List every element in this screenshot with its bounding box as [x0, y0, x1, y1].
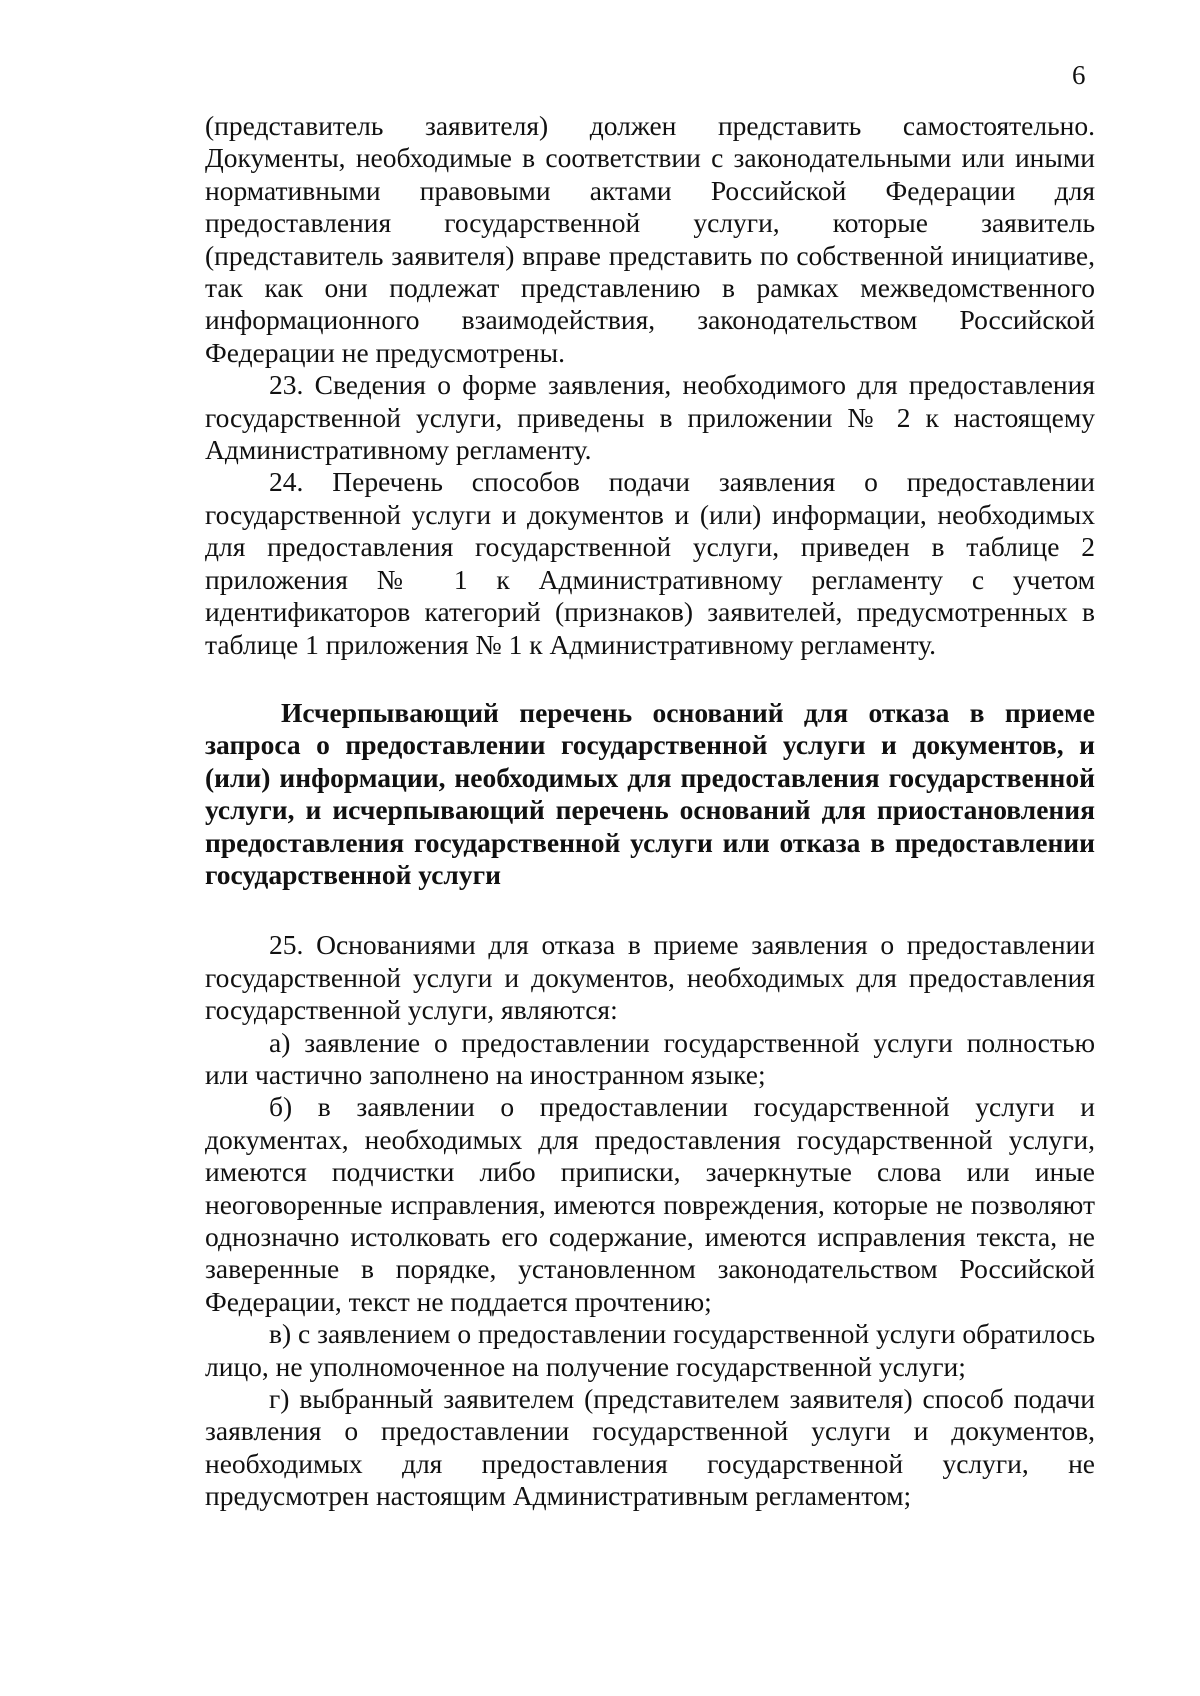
page-number: 6 [1072, 60, 1086, 90]
section-heading: Исчерпывающий перечень оснований для отказа в приеме запроса о предоставлении государственной услуги и документов, и (или) информации, необходимых для предоставления государственной услуги, и исчерпывающий перечень оснований для приостановления предоставления государственной услуги или отказа в предоставлении государственной услуги [205, 696, 1095, 890]
spacer [205, 661, 1095, 697]
list-item-b: б) в заявлении о предоставлении государственной услуги и документах, необходимых для предоставления государственной услуги, имеются подчистки либо приписки, зачеркнутые слова или иные неоговоренные исправления, имеются повреждения, которые не позволяют однозначно истолковать его содержание, имеются исправления текста, не заверенные в порядке, установленном законодательством Российской Федерации, текст не поддается прочтению; [205, 1091, 1095, 1317]
spacer [205, 891, 1095, 929]
paragraph-24: 24. Перечень способов подачи заявления о предоставлении государственной услуги и документов и (или) информации, необходимых для предоставления государственной услуги, приведен в таблице 2 приложения № 1 к Административному регламенту с учетом идентификаторов категорий (признаков) заявителей, предусмотренных в таблице 1 приложения № 1 к Административному регламенту. [205, 466, 1095, 660]
document-body [205, 110, 1095, 1513]
paragraph-continuation: (представитель заявителя) должен представить самостоятельно. Документы, необходимые в соответствии с законодательными или иными нормативными правовыми актами Российской Федерации для предоставления государственной услуги, которые заявитель (представитель заявителя) вправе представить по собственной инициативе, так как они подлежат представлению в рамках межведомственного информационного взаимодействия, законодательством Российской Федерации не предусмотрены. [205, 110, 1095, 368]
paragraph-23: 23. Сведения о форме заявления, необходимого для предоставления государственной услуги, приведены в приложении № 2 к настоящему Административному регламенту. [205, 369, 1095, 466]
list-item-g: г) выбранный заявителем (представителем заявителя) способ подачи заявления о предоставлении государственной услуги и документов, необходимых для предоставления государственной услуги, не предусмотрен настоящим Административным регламентом; [205, 1383, 1095, 1512]
paragraph-25: 25. Основаниями для отказа в приеме заявления о предоставлении государственной услуги и документов, необходимых для предоставления государственной услуги, являются: [205, 929, 1095, 1026]
list-item-a: а) заявление о предоставлении государственной услуги полностью или частично заполнено на иностранном языке; [205, 1026, 1095, 1090]
list-item-v: в) с заявлением о предоставлении государственной услуги обратилось лицо, не уполномоченное на получение государственной услуги; [205, 1318, 1095, 1382]
